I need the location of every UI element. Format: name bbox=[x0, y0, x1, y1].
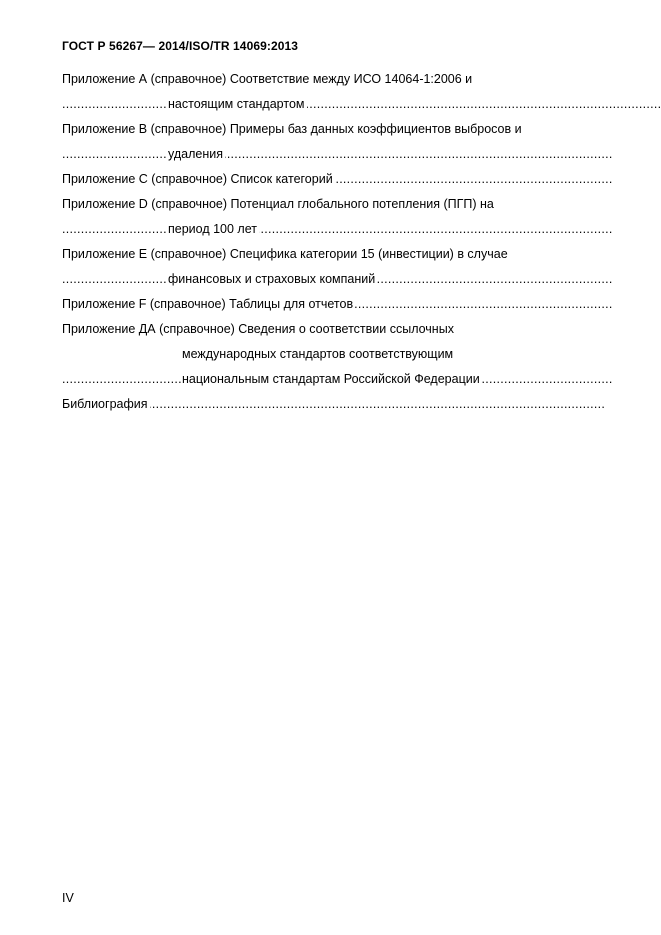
toc-entry-text: Приложение Е (справочное) Специфика категории 15 (инвестиции) в случае bbox=[62, 247, 508, 261]
page-number: IV bbox=[62, 891, 74, 905]
toc-entry-text: финансовых и страховых компаний bbox=[168, 272, 376, 286]
toc-entry-appendix-e[interactable] bbox=[62, 242, 613, 292]
toc-entry-line bbox=[62, 167, 613, 192]
toc-entry-text: национальным стандартам Российской Федерации bbox=[182, 372, 480, 386]
toc-entry-continuation bbox=[62, 367, 613, 392]
toc-entry-bibliography[interactable] bbox=[62, 392, 613, 417]
toc-entry-line bbox=[62, 392, 604, 417]
toc-entry-appendix-f[interactable] bbox=[62, 292, 613, 317]
toc-entry-text: Приложение С (справочное) Список категорий bbox=[62, 172, 333, 186]
toc-entry-text: Приложение D (справочное) Потенциал глобального потепления (ПГП) на bbox=[62, 197, 494, 211]
toc-entry-continuation bbox=[62, 92, 661, 117]
toc-entry-appendix-c[interactable] bbox=[62, 167, 613, 192]
toc-entry-continuation bbox=[62, 217, 613, 242]
toc-entry-text: Приложение А (справочное) Соответствие между ИСО 14064-1:2006 и bbox=[62, 72, 473, 86]
toc-entry-appendix-b[interactable] bbox=[62, 117, 613, 167]
toc-entry-text: удаления bbox=[168, 147, 223, 161]
toc-entry-continuation bbox=[62, 267, 613, 292]
toc-entry-text: международных стандартов соответствующим bbox=[182, 347, 454, 361]
toc-entry-text: Приложение ДА (справочное) Сведения о соответствии ссылочных bbox=[62, 322, 454, 336]
toc-entry-text: Приложение F (справочное) Таблицы для отчетов bbox=[62, 297, 354, 311]
toc-entry-text: Приложение В (справочное) Примеры баз данных коэффициентов выбросов и bbox=[62, 122, 522, 136]
document-header: ГОСТ Р 56267— 2014/ISO/TR 14069:2013 bbox=[62, 39, 299, 53]
toc-entry-appendix-da[interactable] bbox=[62, 317, 613, 392]
toc-entry-appendix-a[interactable] bbox=[62, 67, 613, 117]
toc-entry-continuation bbox=[62, 142, 613, 167]
toc-entry-appendix-d[interactable] bbox=[62, 192, 613, 242]
toc-entry-text: Библиография bbox=[62, 397, 148, 411]
table-of-contents bbox=[62, 67, 613, 417]
toc-entry-line bbox=[62, 292, 613, 317]
toc-entry-text: период 100 лет bbox=[168, 222, 257, 236]
toc-entry-text: настоящим стандартом bbox=[168, 97, 305, 111]
